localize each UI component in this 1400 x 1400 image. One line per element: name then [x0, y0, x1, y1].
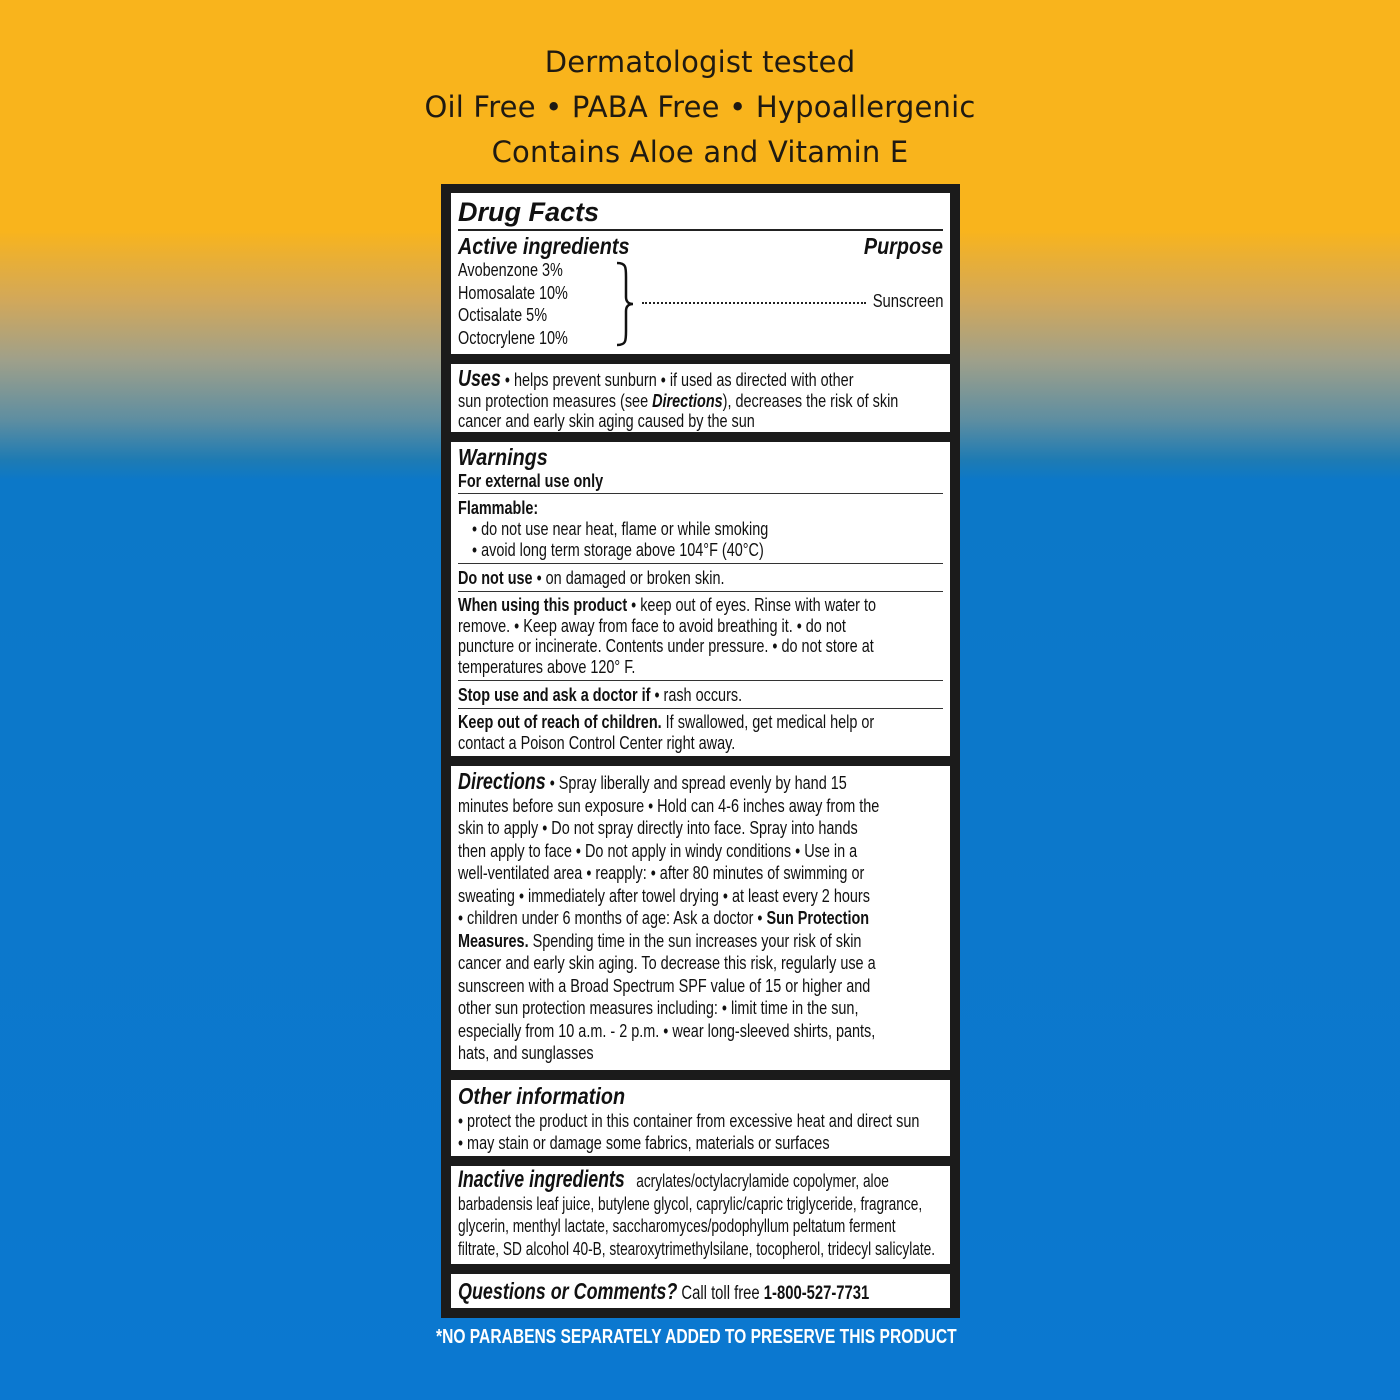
flammable-item: • do not use near heat, flame or while smoking	[472, 518, 769, 539]
inactive-ingredients-text: glycerin, menthyl lactate, saccharomyces/podophyllum peltatum ferment	[458, 1215, 896, 1236]
stop-use-label: Stop use and ask a doctor if	[458, 684, 651, 705]
directions-section	[451, 766, 950, 1070]
other-information-section	[451, 1080, 950, 1156]
claim-dermatologist-tested: Dermatologist tested	[544, 45, 856, 79]
directions-text: • children under 6 months of age: Ask a doctor •	[458, 907, 767, 928]
when-using-text: temperatures above 120° F.	[458, 655, 636, 677]
directions-text: sweating • immediately after towel drying • at least every 2 hours	[458, 884, 870, 906]
divider	[458, 591, 943, 592]
sun-protection-label: Measures.	[458, 929, 529, 951]
directions-reference: Directions	[652, 389, 723, 411]
active-ingredients-header: Active ingredients	[458, 233, 630, 259]
keep-out-label: Keep out of reach of children.	[458, 711, 662, 732]
ingredient-item: Homosalate 10%	[458, 281, 568, 303]
claim-contains: Contains Aloe and Vitamin E	[491, 135, 909, 169]
directions-text: Spending time in the sun increases your risk of skin	[528, 929, 862, 951]
drug-facts-title: Drug Facts	[458, 197, 600, 227]
uses-text: cancer and early skin aging caused by the sun	[458, 410, 755, 431]
ingredient-item: Octisalate 5%	[458, 304, 548, 325]
do-not-use-label: Do not use	[458, 567, 533, 588]
other-information-item: • may stain or damage some fabrics, materials or surfaces	[458, 1132, 830, 1153]
claim-free-of: Oil Free • PABA Free • Hypoallergenic	[424, 90, 976, 124]
uses-text: sun protection measures (see	[458, 389, 653, 411]
flammable-item: • avoid long term storage above 104°F (40°C)	[472, 539, 764, 560]
when-using-text: remove. • Keep away from face to avoid breathing it. • do not	[458, 614, 846, 636]
divider	[458, 680, 943, 681]
when-using-label: When using this product	[458, 594, 628, 615]
directions-text: especially from 10 a.m. - 2 p.m. • wear long-sleeved shirts, pants,	[458, 1019, 876, 1041]
divider	[458, 229, 943, 231]
inactive-ingredients-text: filtrate, SD alcohol 40-B, stearoxytrimethylsilane, tocopherol, tridecyl salicylate.	[458, 1237, 936, 1259]
directions-text: • Spray liberally and spread evenly by hand 15	[545, 772, 847, 793]
uses-label: Uses	[458, 365, 501, 391]
stop-use-text: • rash occurs.	[650, 684, 743, 705]
when-using-text: • keep out of eyes. Rinse with water to	[627, 594, 877, 615]
inactive-ingredients-section	[451, 1166, 950, 1264]
uses-section	[451, 364, 950, 432]
drug-facts-panel	[441, 184, 960, 1318]
divider	[458, 493, 943, 494]
active-ingredients-section	[451, 193, 950, 354]
inactive-ingredients-label: Inactive ingredients	[458, 1166, 625, 1193]
flammable-label: Flammable:	[458, 497, 539, 518]
directions-text: well-ventilated area • reapply: • after 80 minutes of swimming or	[458, 862, 865, 883]
other-information-item: • protect the product in this container from excessive heat and direct sun	[458, 1110, 920, 1131]
divider	[458, 563, 943, 564]
divider	[458, 708, 943, 709]
keep-out-text: If swallowed, get medical help or	[661, 711, 875, 732]
inactive-ingredients-text: acrylates/octylacrylamide copolymer, aloe	[636, 1170, 889, 1191]
other-information-label: Other information	[458, 1083, 626, 1109]
questions-section	[451, 1274, 950, 1308]
uses-text: ), decreases the risk of skin	[722, 389, 899, 411]
directions-text: skin to apply • Do not spray directly into face. Spray into hands	[458, 817, 858, 838]
ingredient-item: Avobenzone 3%	[458, 259, 563, 280]
do-not-use-text: • on damaged or broken skin.	[532, 567, 725, 588]
toll-free-phone[interactable]: 1-800-527-7731	[763, 1283, 870, 1304]
when-using-text: puncture or incinerate. Contents under pressure. • do not store at	[458, 635, 874, 656]
leader-dots	[642, 302, 866, 304]
questions-text: Call toll free	[677, 1283, 764, 1304]
external-use-note: For external use only	[458, 470, 604, 491]
directions-label: Directions	[458, 768, 546, 794]
questions-label: Questions or Comments?	[458, 1278, 678, 1304]
ingredient-item: Octocrylene 10%	[458, 326, 568, 348]
directions-text: then apply to face • Do not apply in windy conditions • Use in a	[458, 839, 858, 861]
bracket-icon	[614, 261, 636, 347]
directions-text: hats, and sunglasses	[458, 1042, 594, 1063]
uses-text: • helps prevent sunburn • if used as directed with other	[504, 369, 854, 390]
warnings-label: Warnings	[458, 444, 548, 470]
purpose-header: Purpose	[863, 233, 943, 259]
ingredient-list	[458, 259, 942, 349]
product-claims	[0, 40, 1400, 175]
purpose-sunscreen: Sunscreen	[872, 290, 943, 311]
parabens-footnote: *NO PARABENS SEPARATELY ADDED TO PRESERVE THIS PRODUCT	[436, 1326, 957, 1348]
keep-out-text: contact a Poison Control Center right away.	[458, 731, 736, 753]
directions-text: cancer and early skin aging. To decrease this risk, regularly use a	[458, 952, 876, 973]
directions-text: minutes before sun exposure • Hold can 4-6 inches away from the	[458, 794, 880, 816]
sun-protection-label: Sun Protection	[766, 907, 870, 928]
directions-text: sunscreen with a Broad Spectrum SPF value of 15 or higher and	[458, 974, 871, 996]
warnings-section	[451, 442, 950, 756]
directions-text: other sun protection measures including: • limit time in the sun,	[458, 997, 859, 1018]
inactive-ingredients-text: barbadensis leaf juice, butylene glycol, caprylic/capric triglyceride, fragrance,	[458, 1192, 923, 1214]
